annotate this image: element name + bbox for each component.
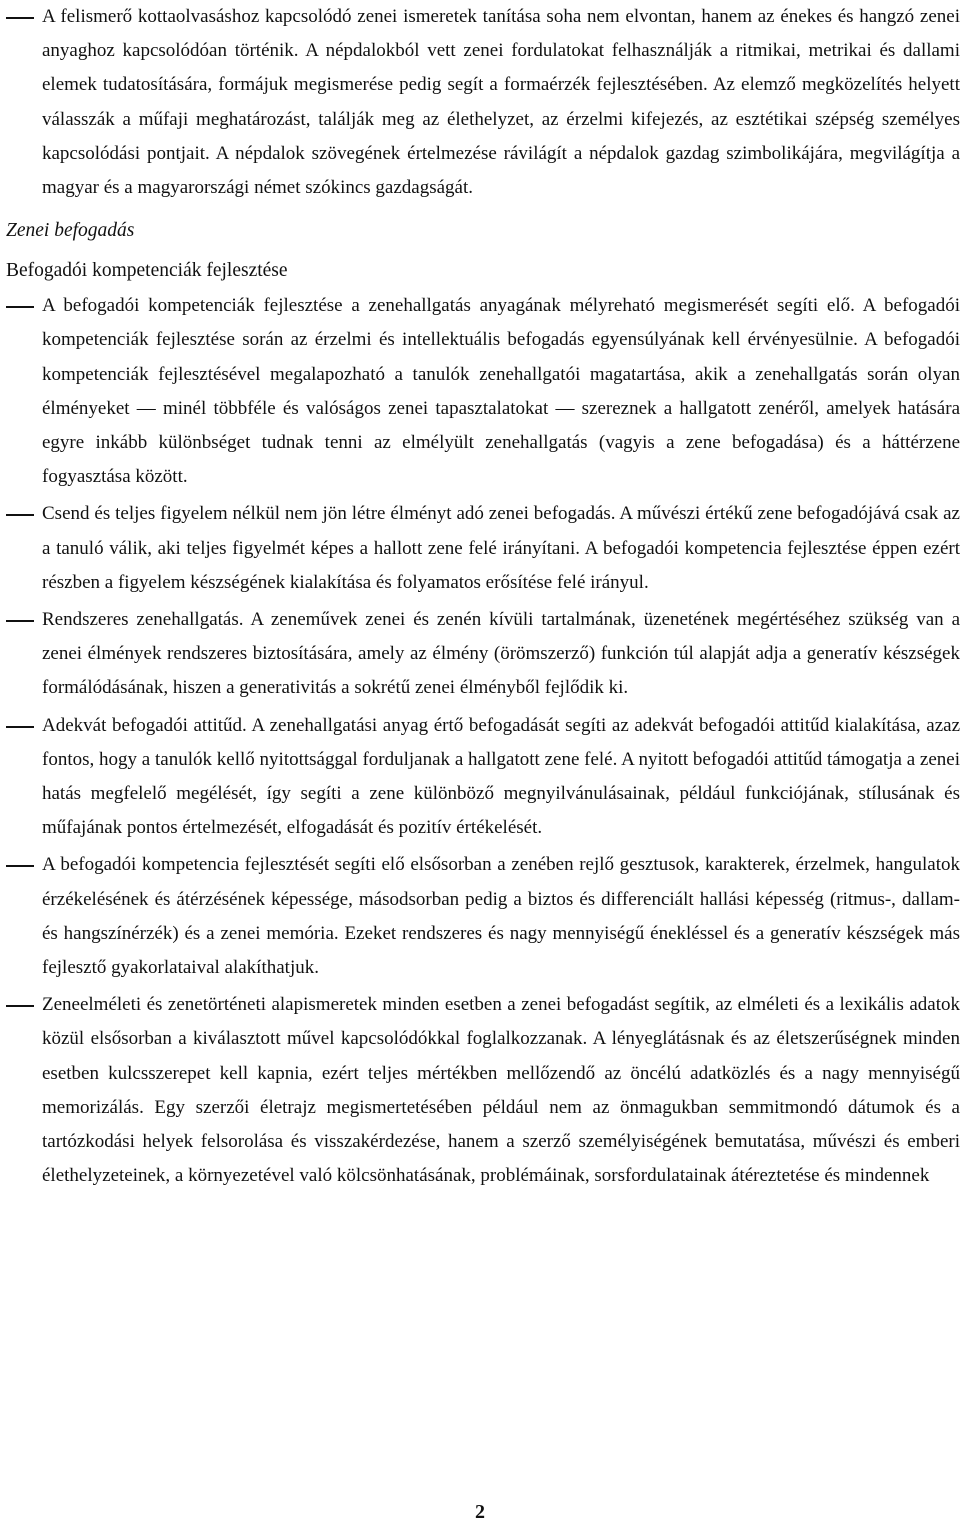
dash-bullet-icon: [6, 514, 34, 516]
list-item-text: Csend és teljes figyelem nélkül nem jön létre élményt adó zenei befogadás. A művészi értékű zene befogadójává csak az a tanuló válik, aki teljes figyelmét képes a hallott zene felé irányítani. A befogadói kompetencia fejlesztése éppen ezért részben a figyelem készségének kialakítása és folyamatos erősítése felé irányul.: [42, 503, 960, 593]
list-item-text: Rendszeres zenehallgatás. A zeneművek zenei és zenén kívüli tartalmának, üzenetének megértéséhez szükség van a zenei élmények rendszeres biztosítására, amely az élmény (örömszerző) funkción túl alapját adja a generatív készségek formálódásának, hiszen a generativitás a sokrétű zenei élményből fejlődik ki.: [42, 609, 960, 699]
page-content: [6, 0, 960, 1197]
dash-bullet-icon: [6, 865, 34, 867]
list-item-intro: [6, 0, 960, 205]
list-item-text: Adekvát befogadói attitűd. A zenehallgatási anyag értő befogadását segíti az adekvát befogadói attitűd kialakítása, azaz fontos, hogy a tanulók kellő nyitottsággal forduljanak a hallgatott zene felé. A nyitott befogadói attitűd támogatja a zenei hatás megfelelő megélését, így segíti a zene különböző megnyilvánulásainak, például funkciójának, stílusának és műfajának pontos értelmezését, elfogadását és pozitív értékelését.: [42, 714, 960, 839]
page-number: 2: [475, 1501, 485, 1523]
subsection-title: Befogadói kompetenciák fejlesztése: [6, 260, 288, 282]
list-item-text: A felismerő kottaolvasáshoz kapcsolódó zenei ismeretek tanítása soha nem elvontan, hanem az énekes és hangzó zenei anyaghoz kapcsolódóan történik. A népdalokból vett zenei fordulatokat felhasználják a ritmikai, metrikai és dallami elemek tudatosítására, formájuk megismerése pedig segít a formaérzék fejlesztésében. Az elemző megközelítés helyett válasszák a műfaji meghatározást, találják meg az élethelyzet, az érzelmi kifejezés, az esztétikai szépség személyes kapcsolódási pontjait. A népdalok szövegének értelmezése rávilágít a népdalok gazdag szimbolikájára, megvilágítja a magyar és a magyarországi német szókincs gazdagságát.: [42, 6, 960, 199]
dash-bullet-icon: [6, 726, 34, 728]
list-item: [6, 497, 960, 600]
list-item-text: A befogadói kompetencia fejlesztését segíti elő elsősorban a zenében rejlő gesztusok, karakterek, érzelmek, hangulatok érzékelésének és átérzésének képessége, másodsorban pedig a biztos és differenciált hallási képesség (ritmus-, dallam- és hangszínérzék) és a zenei memória. Ezeket rendszeres és nagy mennyiségű énekléssel és a generatív készségek más fejlesztő gyakorlataival alakíthatjuk.: [42, 854, 960, 979]
list-item: [6, 848, 960, 985]
dash-bullet-icon: [6, 17, 34, 19]
list-item-text: Zeneelméleti és zenetörténeti alapismeretek minden esetben a zenei befogadást segítik, az elméleti és a lexikális adatok közül elsősorban a kiválasztott művel kapcsolódókkal foglalkozzanak. A lényeglátásnak és az életszerűségnek minden esetben kulcsszerepet kell kapnia, ezért teljes mértékben mellőzendő az öncélú adatközlés és a nagy mennyiségű memorizálás. Egy szerzői életrajz megismertetésében például nem az önmagukban semmitmondó dátumok és a tartózkodási helyek felsorolása és visszakérdezése, hanem a szerző személyiségének bemutatása, művészi és emberi élethelyzeteinek, a környezetével való kölcsönhatásának, problémáinak, sorsfordulatainak átéreztetése és mindennek: [42, 994, 960, 1187]
dash-bullet-icon: [6, 620, 34, 622]
list-item-text: A befogadói kompetenciák fejlesztése a zenehallgatás anyagának mélyreható megismerését segíti elő. A befogadói kompetenciák fejlesztése során az érzelmi és intellektuális befogadás egyensúlyának kell érvényesülnie. A befogadói kompetenciák fejlesztésével megalapozható a tanulók zenehallgatói magatartása, akik a zenehallgatás során olyan élményeket — minél többféle és valóságos zenei tapasztalatokat — szereznek a hallgatott zenéről, amelyek hatására egyre inkább különbséget tudnak tenni az elmélyült zenehallgatás (vagyis a zene befogadása) és a háttérzene fogyasztása között.: [42, 295, 960, 488]
list-item: [6, 289, 960, 494]
section-title: Zenei befogadás: [6, 220, 135, 242]
list-item: [6, 988, 960, 1193]
list-item: [6, 709, 960, 846]
dash-bullet-icon: [6, 1005, 34, 1007]
list-item: [6, 603, 960, 706]
dash-bullet-icon: [6, 306, 34, 308]
